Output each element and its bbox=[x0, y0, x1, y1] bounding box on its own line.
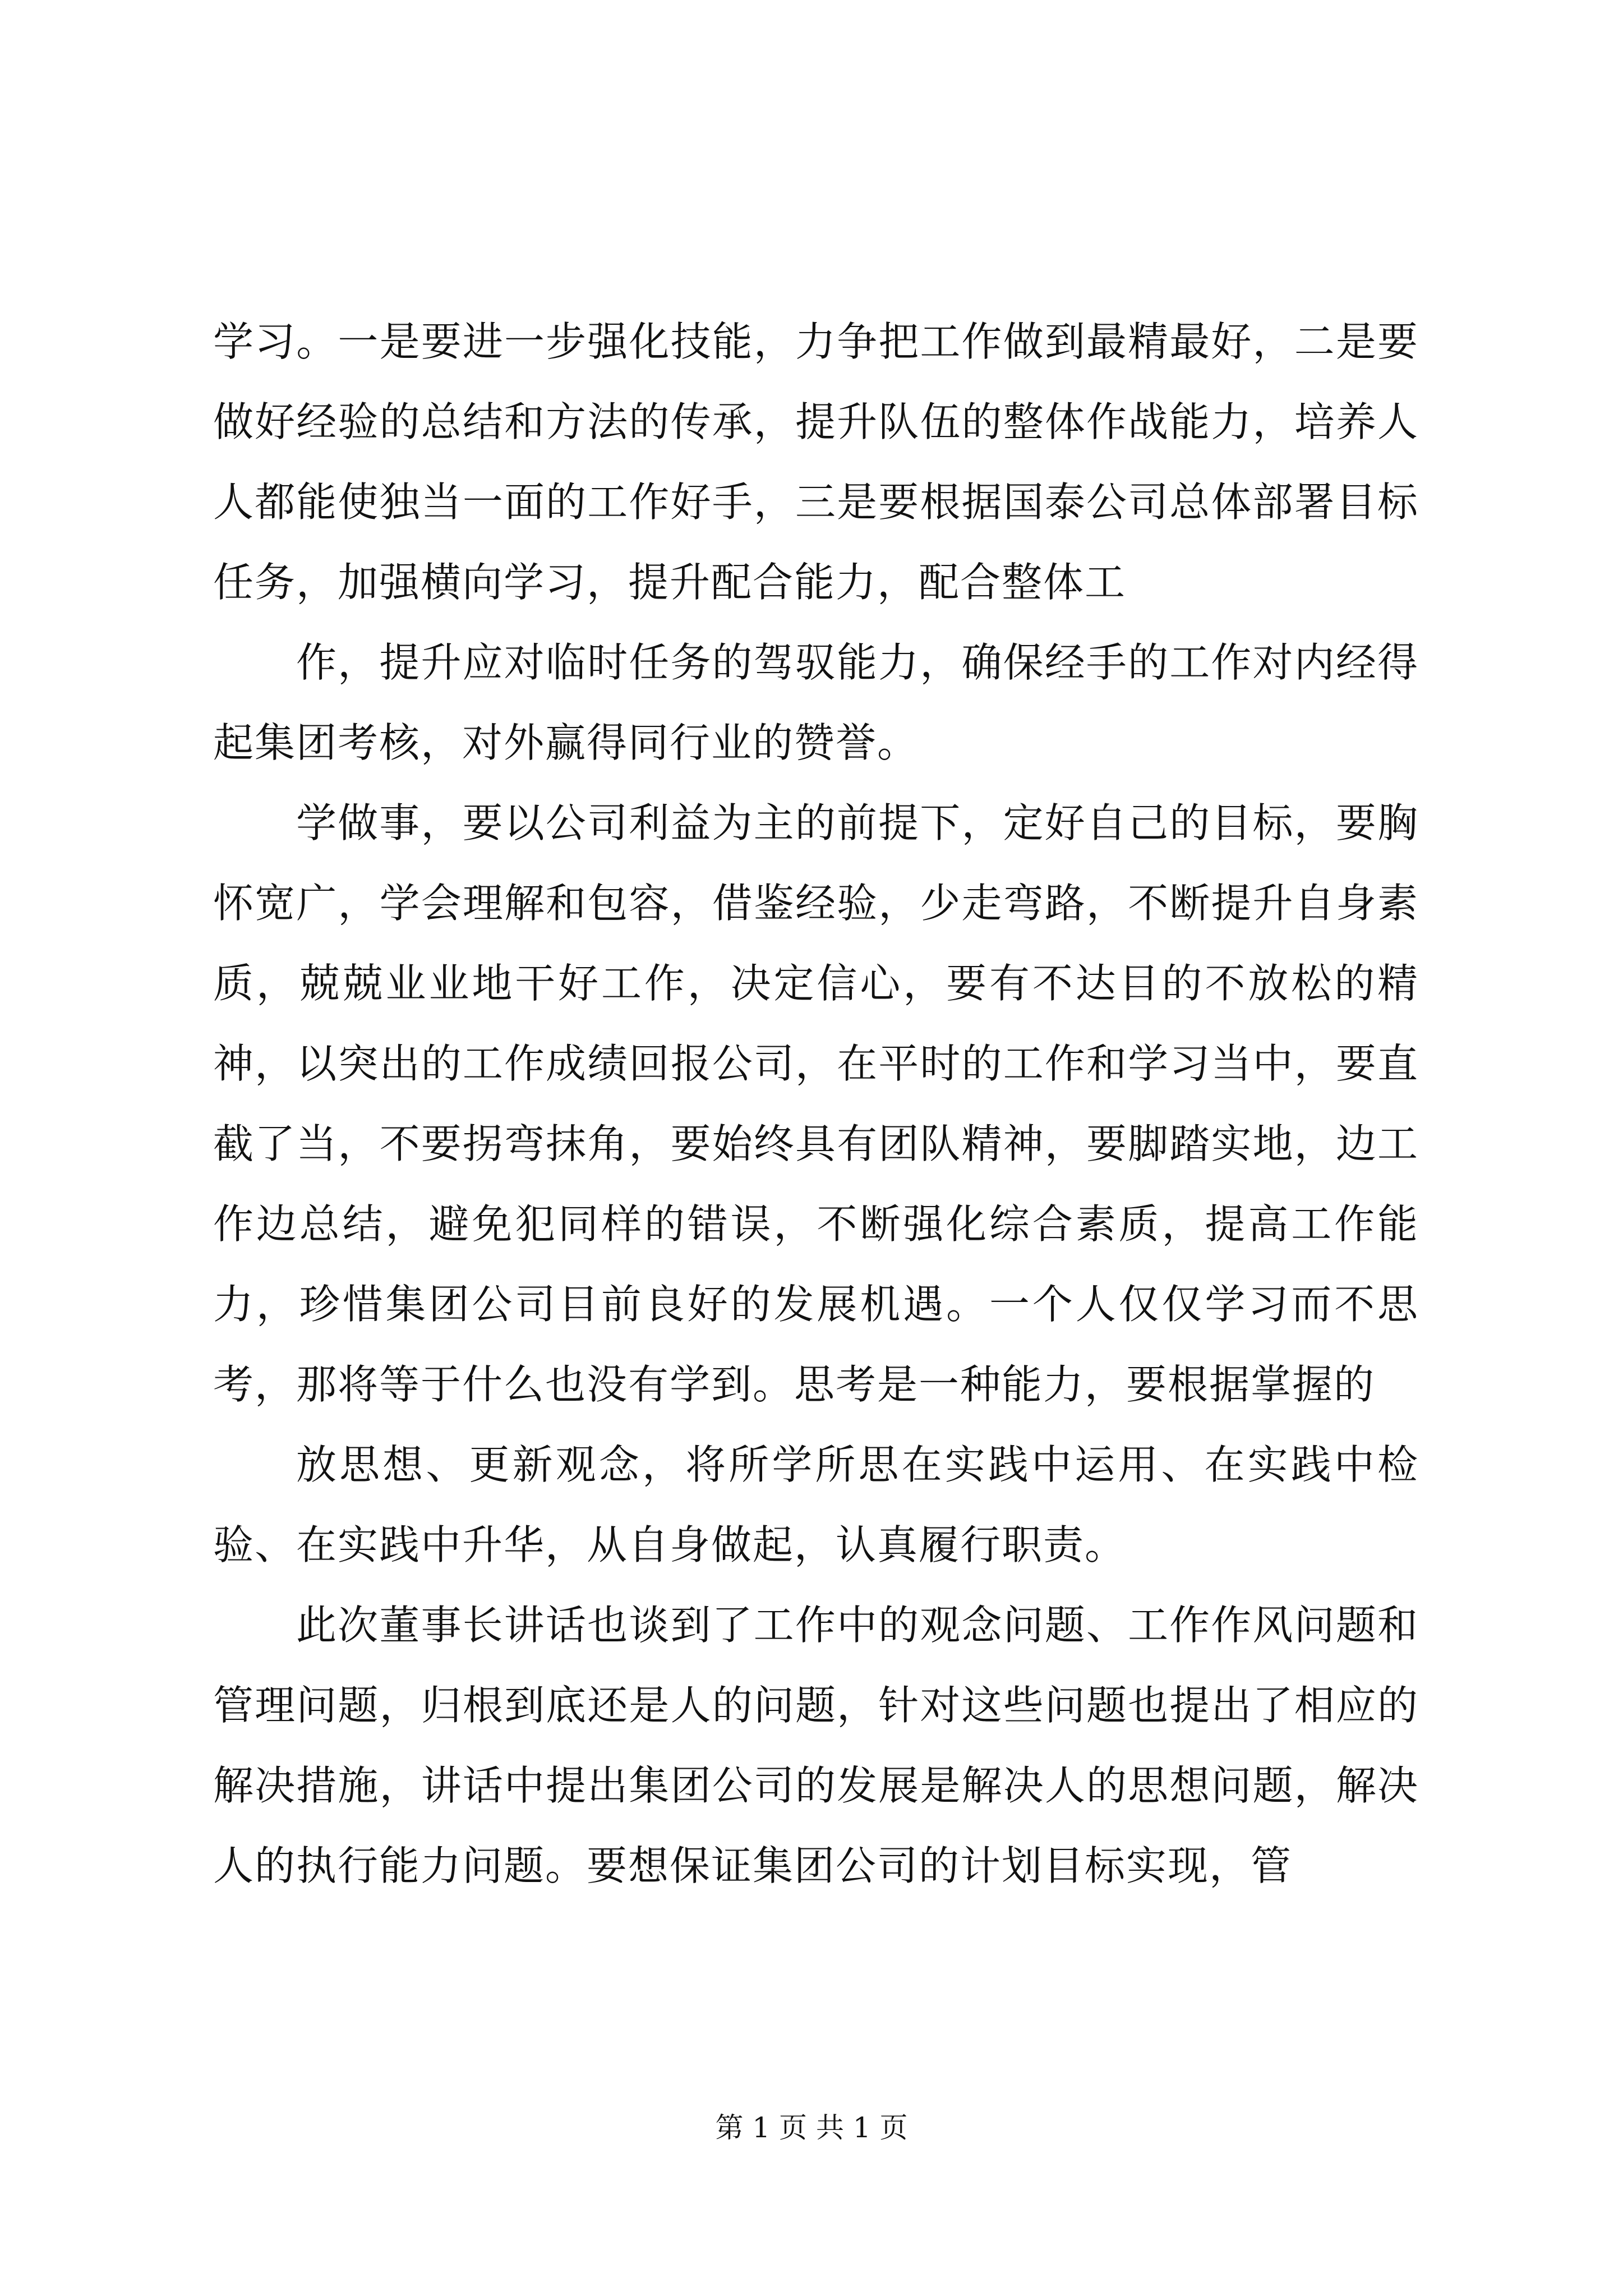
paragraph-1: 学习。一是要进一步强化技能，力争把工作做到最精最好，二是要做好经验的总结和方法的传承，提升队伍的整体作战能力，培养人人都能使独当一面的工作好手，三是要根据国泰公司总体部署目标任务，加强横向学习，提升配合能力，配合整体工 bbox=[213, 318, 1419, 606]
body-text bbox=[213, 302, 1419, 1906]
paragraph-4: 放思想、更新观念，将所学所思在实践中运用、在实践中检验、在实践中升华，从自身做起，认真履行职责。 bbox=[213, 1441, 1419, 1568]
paragraph-3: 学做事，要以公司利益为主的前提下，定好自己的目标，要胸怀宽广，学会理解和包容，借鉴经验，少走弯路，不断提升自身素质，兢兢业业地干好工作，决定信心，要有不达目的不放松的精神，以突出的工作成绩回报公司，在平时的工作和学习当中，要直截了当，不要拐弯抹角，要始终具有团队精神，要脚踏实地，边工作边总结，避免犯同样的错误，不断强化综合素质，提高工作能力，珍惜集团公司目前良好的发展机遇。一个人仅仅学习而不思考，那将等于什么也没有学到。思考是一种能力，要根据掌握的 bbox=[213, 799, 1419, 1408]
paragraph-2: 作，提升应对临时任务的驾驭能力，确保经手的工作对内经得起集团考核，对外赢得同行业的赞誉。 bbox=[213, 639, 1419, 766]
paragraph-5: 此次董事长讲话也谈到了工作中的观念问题、工作作风问题和管理问题，归根到底还是人的问题，针对这些问题也提出了相应的解决措施，讲话中提出集团公司的发展是解决人的思想问题，解决人的执行能力问题。要想保证集团公司的计划目标实现，管 bbox=[213, 1602, 1419, 1889]
page-number-footer: 第 1 页 共 1 页 bbox=[715, 2111, 908, 2144]
